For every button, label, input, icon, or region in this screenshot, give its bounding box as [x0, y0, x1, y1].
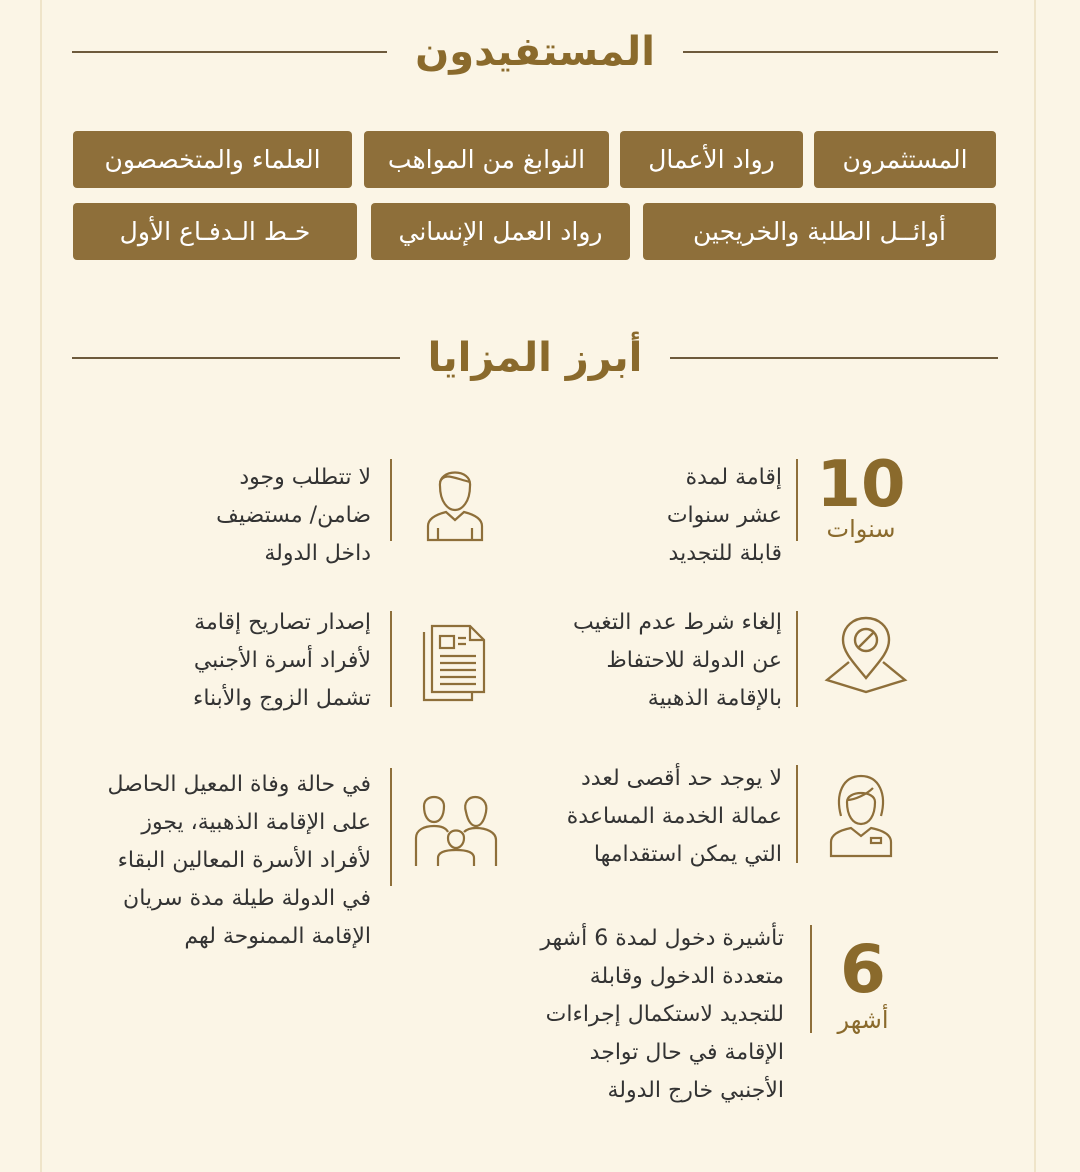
- no-sponsor-text: لا تتطلب وجود ضامن/ مستضيف داخل الدولة: [216, 465, 371, 566]
- separator-line: [796, 459, 798, 541]
- visa-text: تأشيرة دخول لمدة 6 أشهر متعددة الدخول وقابلة للتجديد لاستكمال إجراءات الإقامة في حال تواجد الأجنبي خارج الدولة: [540, 926, 784, 1103]
- divider-line: [72, 357, 400, 359]
- residence-unit: سنوات: [826, 515, 896, 543]
- frame-border-right: [1034, 0, 1036, 1172]
- family-icon: [414, 786, 498, 872]
- housemaid-icon: [827, 772, 895, 862]
- divider-line: [72, 51, 387, 53]
- domestic-text: لا يوجد حد أقصى لعدد عمالة الخدمة المساعدة التي يمكن استقدامها: [566, 766, 782, 867]
- chip-investors: المستثمرون: [814, 131, 996, 188]
- separator-line: [810, 925, 812, 1033]
- chip-frontline: خـط الـدفـاع الأول: [73, 203, 357, 260]
- residence-text: إقامة لمدة عشر سنوات قابلة للتجديد: [666, 465, 782, 566]
- separator-line: [796, 765, 798, 863]
- chip-humanitarian: رواد العمل الإنساني: [371, 203, 630, 260]
- document-icon: [422, 624, 488, 706]
- benefits-title: أبرز المزايا: [427, 335, 643, 381]
- residence-number: 10: [816, 448, 906, 522]
- divider-line: [683, 51, 998, 53]
- beneficiaries-heading: [72, 22, 998, 82]
- separator-line: [390, 459, 392, 541]
- beneficiaries-title: المستفيدون: [415, 29, 655, 75]
- family-death-text: في حالة وفاة المعيل الحاصل على الإقامة الذهبية، يجوز لأفراد الأسرة المعالين البقاء في الدولة طيلة مدة سريان الإقامة الممنوحة لهم: [107, 772, 371, 949]
- chip-talents: النوابغ من المواهب: [364, 131, 609, 188]
- chip-entrepreneurs: رواد الأعمال: [620, 131, 803, 188]
- location-pin-icon: [823, 614, 909, 698]
- divider-line: [670, 357, 998, 359]
- chip-top-students: أوائــل الطلبة والخريجين: [643, 203, 996, 260]
- visa-unit: أشهر: [837, 1006, 889, 1034]
- separator-line: [390, 611, 392, 707]
- absence-text: إلغاء شرط عدم التغيب عن الدولة للاحتفاظ بالإقامة الذهبية: [573, 610, 782, 711]
- visa-number: 6: [840, 931, 886, 1008]
- separator-line: [796, 611, 798, 707]
- frame-border-left: [40, 0, 42, 1172]
- separator-line: [390, 768, 392, 886]
- family-permits-text: إصدار تصاريح إقامة لأفراد أسرة الأجنبي تشمل الزوج والأبناء: [193, 610, 371, 711]
- benefits-heading: [72, 328, 998, 388]
- person-icon: [424, 458, 486, 546]
- chip-scientists: العلماء والمتخصصون: [73, 131, 352, 188]
